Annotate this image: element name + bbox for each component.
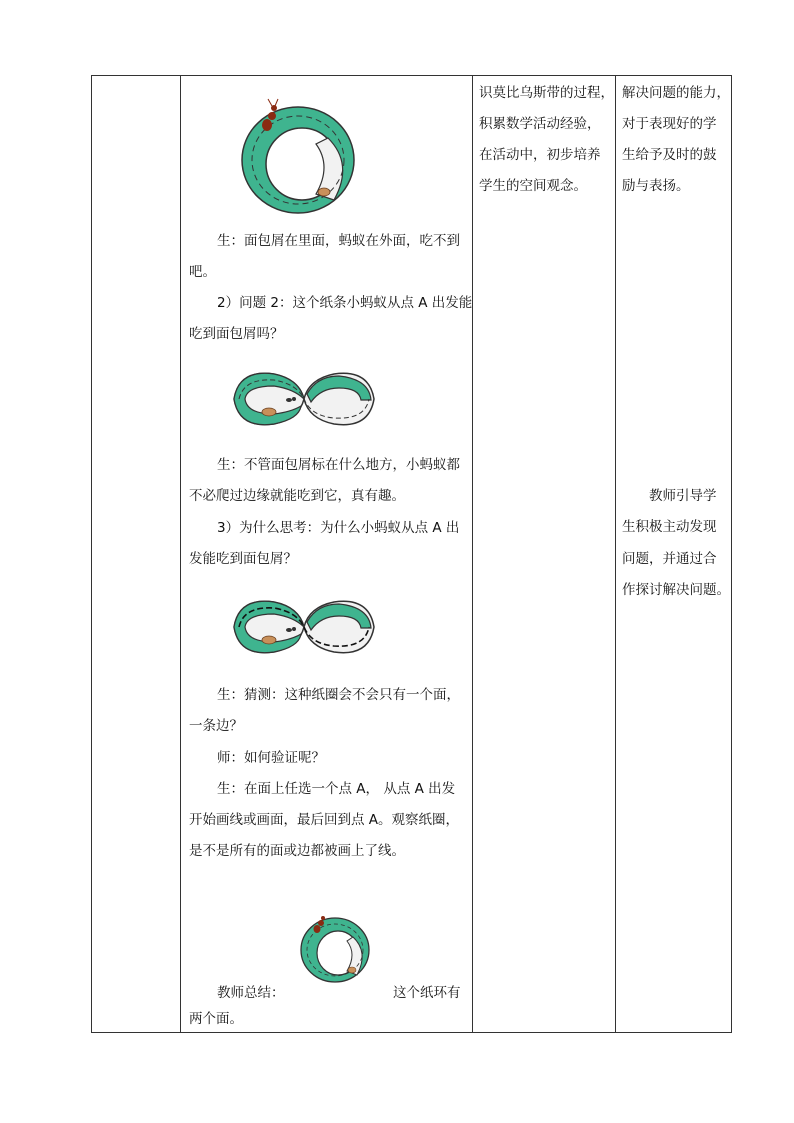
paragraph-line: 生：面包屑在里面，蚂蚁在外面，吃不到 (217, 233, 460, 249)
bread-crumb-icon (262, 408, 276, 416)
mobius-strip-illustration (229, 364, 379, 434)
paragraph-line: 3）为什么思考：为什么小蚂蚁从点 A 出 (217, 520, 460, 536)
paper-ring-illustration (297, 912, 377, 984)
notes-line: 生积极主动发现 (622, 519, 717, 535)
paragraph-line: 吃到面包屑吗？ (189, 326, 284, 342)
bread-crumb-icon (348, 967, 356, 973)
paragraph-line: 发能吃到面包屑？ (189, 551, 297, 567)
notes-line: 对于表现好的学 (622, 116, 717, 132)
intent-line: 积累数学活动经验， (479, 116, 601, 132)
summary-label: 教师总结： (217, 985, 285, 1001)
paragraph-line: 不必爬过边缘就能吃到它，真有趣。 (189, 488, 405, 504)
paragraph-line: 2）问题 2：这个纸条小蚂蚁从点 A 出发能 (217, 295, 473, 311)
notes-line: 生给予及时的鼓 (622, 147, 717, 163)
teacher-notes-cell (616, 76, 733, 1032)
bread-crumb-icon (262, 636, 276, 644)
mobius-strip-illustration (229, 592, 379, 662)
paragraph-line: 生：猜测：这种纸圈会不会只有一个面， (217, 687, 460, 703)
paragraph-line: 是不是所有的面或边都被画上了线。 (189, 843, 405, 859)
intent-line: 学生的空间观念。 (479, 178, 587, 194)
notes-line: 励与表扬。 (622, 178, 690, 194)
paragraph-line: 生：在面上任选一个点 A， 从点 A 出发 (217, 781, 456, 797)
intent-line: 在活动中，初步培养 (479, 147, 601, 163)
paragraph-line: 开始画线或画面，最后回到点 A。观察纸圈， (189, 812, 460, 828)
notes-line: 作探讨解决问题。 (622, 582, 730, 598)
intent-line: 识莫比乌斯带的过程， (479, 85, 614, 101)
summary-text: 这个纸环有 (393, 985, 461, 1001)
paper-ring-illustration (236, 94, 361, 219)
design-intent-cell (473, 76, 616, 1032)
lesson-table (91, 75, 732, 1033)
paragraph-line: 一条边？ (189, 718, 243, 734)
paragraph-line: 两个面。 (189, 1011, 243, 1027)
activity-cell (181, 76, 473, 1032)
paragraph-line: 生：不管面包屑标在什么地方，小蚂蚁都 (217, 457, 460, 473)
bread-crumb-icon (318, 188, 330, 196)
paragraph-line: 吧。 (189, 264, 216, 280)
notes-line: 问题，并通过合 (622, 551, 717, 567)
paragraph-line: 师：如何验证呢？ (217, 750, 325, 766)
notes-line: 解决问题的能力， (622, 85, 730, 101)
notes-line: 教师引导学 (649, 488, 717, 504)
